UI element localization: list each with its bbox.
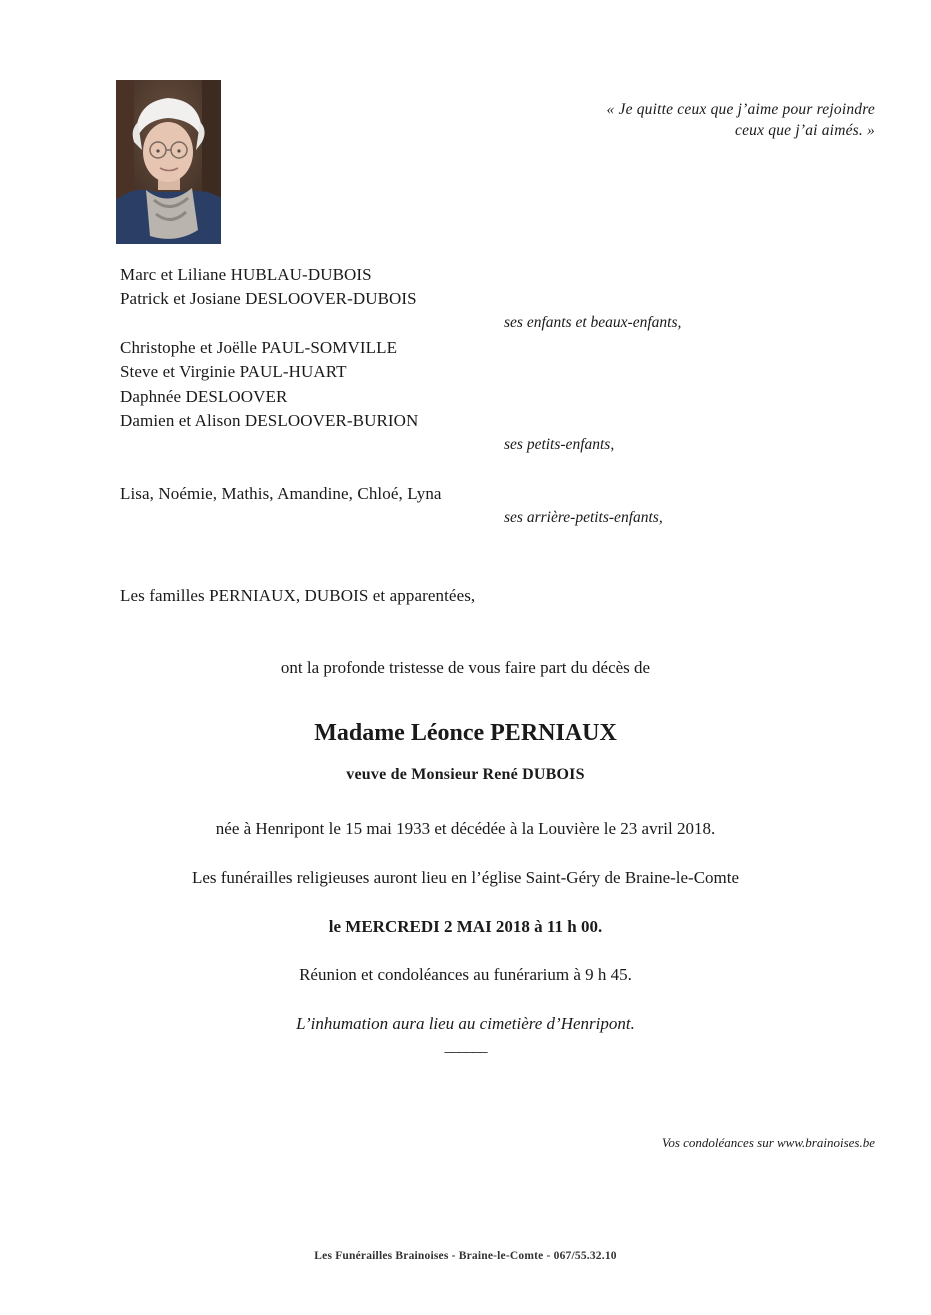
birth-death-text: née à Henripont le 15 mai 1933 et décédée à la Louvière le 23 avril 2018.: [215, 819, 716, 838]
funeral-place: Les funérailles religieuses auront lieu en l’église Saint-Géry de Braine-le-Comte: [191, 868, 740, 887]
great-grandchildren-names: [120, 482, 442, 506]
portrait-photo: [116, 80, 221, 244]
family-name-line: Damien et Alison DESLOOVER-BURION: [120, 410, 419, 430]
grandchildren-names: [120, 336, 418, 433]
quote-line-1: « Je quitte ceux que j’aime pour rejoindre: [606, 101, 875, 118]
widow-of: veuve de Monsieur René DUBOIS: [346, 766, 585, 783]
family-name-line: Patrick et Josiane DESLOOVER-DUBOIS: [120, 289, 417, 309]
grandchildren-relation: ses petits-enfants,: [504, 436, 615, 453]
funeral-date-time: le MERCREDI 2 MAI 2018 à 11 h 00.: [328, 917, 603, 936]
children-relation: ses enfants et beaux-enfants,: [504, 314, 682, 331]
family-name-line: Christophe et Joëlle PAUL-SOMVILLE: [120, 338, 398, 357]
children-names: [120, 263, 417, 312]
families-line: Les familles PERNIAUX, DUBOIS et apparentées,: [120, 586, 476, 605]
family-name-line: Steve et Virginie PAUL-HUART: [120, 362, 347, 382]
quote-line-2: ceux que j’ai aimés. »: [735, 122, 875, 139]
family-name-line: Daphnée DESLOOVER: [120, 386, 288, 406]
divider-rule: ______: [444, 1038, 487, 1055]
gathering-text: Réunion et condoléances au funérarium à 9 h 45.: [299, 965, 632, 984]
family-name-line: Lisa, Noémie, Mathis, Amandine, Chloé, Lyna: [120, 484, 442, 503]
deceased-name: Madame Léonce PERNIAUX: [314, 720, 617, 746]
announcement-text: ont la profonde tristesse de vous faire part du décès de: [280, 658, 651, 677]
footer-funeral-home: Les Funérailles Brainoises - Braine-le-Comte - 067/55.32.10: [314, 1250, 617, 1262]
great-grandchildren-relation: ses arrière-petits-enfants,: [504, 509, 663, 526]
condolences-link[interactable]: Vos condoléances sur www.brainoises.be: [661, 1135, 875, 1150]
epitaph-quote: [606, 99, 875, 141]
burial-text: L’inhumation aura lieu au cimetière d’Henripont.: [296, 1014, 635, 1033]
family-name-line: Marc et Liliane HUBLAU-DUBOIS: [120, 265, 372, 284]
